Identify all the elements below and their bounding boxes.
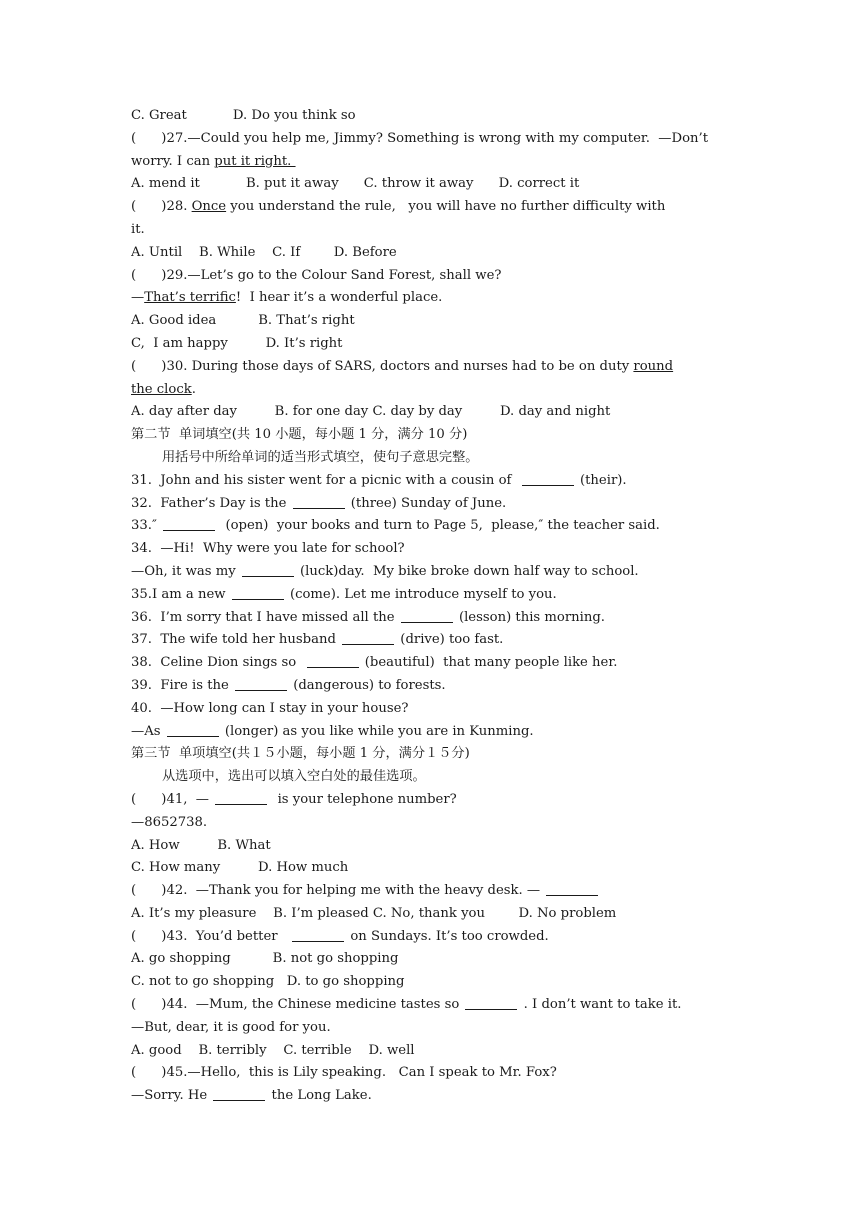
text-run: C, I am happy D. It’s right (131, 335, 343, 351)
text-line (131, 1062, 736, 1085)
text-run: 第二节 单词填空(共 10 小题，每小题 1 分，满分 10 分) (131, 427, 468, 443)
text-run: ( )28. (131, 199, 192, 215)
text-run: 39. Fire is the (131, 677, 233, 693)
text-run: (luck)day. My bike broke down half way to school. (295, 563, 639, 579)
text-line (131, 219, 736, 242)
text-line (131, 493, 736, 516)
text-run: 38. Celine Dion sings so (131, 655, 305, 671)
text-line (131, 333, 736, 356)
text-run: —Sorry. He (131, 1088, 212, 1104)
text-run: —Oh, it was my (131, 563, 240, 579)
text-line (131, 675, 736, 698)
text-line (131, 903, 736, 926)
text-line (131, 379, 736, 402)
text-run: 40. —How long can I stay in your house? (131, 700, 409, 716)
text-line (131, 242, 736, 265)
text-run: 36. I’m sorry that I have missed all the (131, 609, 399, 625)
answer-blank (293, 494, 345, 509)
text-line (131, 584, 736, 607)
text-line (131, 173, 736, 196)
text-run: ( )43. You’d better (131, 928, 291, 944)
text-line (131, 287, 736, 310)
text-line (131, 1017, 736, 1040)
text-run: 37. The wife told her husband (131, 632, 341, 648)
text-run: C. How many D. How much (131, 860, 349, 876)
text-run: — (131, 290, 145, 306)
text-line (131, 629, 736, 652)
text-run: ( )41, — (131, 791, 214, 807)
text-line (131, 538, 736, 561)
text-run: ( )27.—Could you help me, Jimmy? Something is wrong with my computer. —Don’t (131, 130, 708, 146)
answer-blank (292, 927, 344, 942)
text-line (131, 310, 736, 333)
text-run: A. day after day B. for one day C. day by day D. day and night (131, 404, 611, 420)
text-run: 35.I am a new (131, 586, 230, 602)
text-run: ( )44. —Mum, the Chinese medicine tastes so (131, 997, 464, 1013)
underlined-text: round (633, 358, 674, 374)
answer-blank (167, 722, 219, 737)
text-run: A. mend it B. put it away C. throw it away D. correct it (131, 176, 580, 192)
answer-blank (401, 608, 453, 623)
text-run: you understand the rule, you will have no further difficulty with (226, 199, 666, 215)
text-run: . (191, 381, 196, 397)
text-line (131, 470, 736, 493)
text-run: 用括号中所给单词的适当形式填空，使句子意思完整。 (162, 449, 479, 465)
text-run: —8652738. (131, 814, 208, 830)
text-run: 34. —Hi! Why were you late for school? (131, 541, 405, 557)
answer-blank (242, 562, 294, 577)
text-line (131, 698, 736, 721)
text-line (131, 812, 736, 835)
text-line (131, 721, 736, 744)
text-line (131, 789, 736, 812)
text-run: (open) your books and turn to Page 5, please,″ the teacher said. (217, 518, 660, 534)
text-run: (lesson) this morning. (454, 609, 605, 625)
text-line (131, 857, 736, 880)
text-line (131, 652, 736, 675)
text-line (131, 105, 736, 128)
text-run: A. go shopping B. not go shopping (131, 951, 399, 967)
text-line (131, 401, 736, 424)
text-line (131, 880, 736, 903)
answer-blank (307, 653, 359, 668)
text-run: ( )30. During those days of SARS, doctors and nurses had to be on duty (131, 358, 634, 374)
text-line (131, 743, 736, 766)
text-line (131, 926, 736, 949)
text-run: ! I hear it’s a wonderful place. (235, 290, 443, 306)
text-run: ( )42. —Thank you for helping me with the heavy desk. — (131, 883, 545, 899)
text-line (131, 447, 736, 470)
underlined-text: Once (191, 199, 227, 215)
text-run: —As (131, 723, 165, 739)
text-line (131, 196, 736, 219)
exam-text (131, 105, 736, 1108)
text-run: the Long Lake. (267, 1088, 372, 1104)
text-line (131, 561, 736, 584)
text-line (131, 766, 736, 789)
answer-blank (342, 630, 394, 645)
text-run: 31. John and his sister went for a picnic with a cousin of (131, 472, 520, 488)
text-run: A. good B. terribly C. terrible D. well (131, 1042, 415, 1058)
text-line (131, 151, 736, 174)
text-line (131, 1085, 736, 1108)
text-run: . I don’t want to take it. (519, 997, 682, 1013)
text-run: it. (131, 221, 145, 237)
text-line (131, 994, 736, 1017)
answer-blank (213, 1086, 265, 1101)
text-run: (beautiful) that many people like her. (360, 655, 618, 671)
text-line (131, 515, 736, 538)
answer-blank (465, 995, 517, 1010)
text-run: 第三节 单项填空(共１５小题，每小题 1 分，满分１５分) (131, 746, 470, 762)
text-line (131, 948, 736, 971)
text-run: —But, dear, it is good for you. (131, 1019, 331, 1035)
text-line (131, 835, 736, 858)
text-run: A. Until B. While C. If D. Before (131, 244, 397, 260)
text-run: C. Great D. Do you think so (131, 108, 356, 123)
text-run: A. It’s my pleasure B. I’m pleased C. No, thank you D. No problem (131, 905, 617, 921)
text-run: (drive) too fast. (396, 632, 504, 648)
text-line (131, 128, 736, 151)
text-run: 从选项中，选出可以填入空白处的最佳选项。 (162, 769, 426, 785)
text-line (131, 1040, 736, 1063)
text-line (131, 424, 736, 447)
text-run: worry. I can (131, 153, 215, 169)
text-run: C. not to go shopping D. to go shopping (131, 974, 405, 990)
text-run: (their). (575, 472, 627, 488)
text-run: A. How B. What (131, 837, 271, 853)
text-run: ( )45.—Hello, this is Lily speaking. Can I speak to Mr. Fox? (131, 1065, 557, 1081)
text-run: (come). Let me introduce myself to you. (285, 586, 557, 602)
text-run: on Sundays. It’s too crowded. (346, 928, 549, 944)
answer-blank (522, 471, 574, 486)
text-line (131, 265, 736, 288)
text-line (131, 971, 736, 994)
answer-blank (215, 790, 267, 805)
text-run: 32. Father’s Day is the (131, 495, 291, 511)
answer-blank (232, 585, 284, 600)
text-run: (three) Sunday of June. (346, 495, 507, 511)
answer-blank (163, 516, 215, 531)
text-run: (dangerous) to forests. (289, 677, 446, 693)
answer-blank (235, 676, 287, 691)
underlined-text: That’s terrific (144, 290, 236, 306)
text-run: A. Good idea B. That’s right (131, 313, 355, 329)
text-run: ( )29.—Let’s go to the Colour Sand Forest, shall we? (131, 267, 502, 283)
text-line (131, 356, 736, 379)
underlined-text: put it right. (214, 153, 296, 169)
answer-blank (546, 881, 598, 896)
text-run: is your telephone number? (269, 791, 457, 807)
text-run: (longer) as you like while you are in Kunming. (220, 723, 534, 739)
text-run: 33.″ (131, 518, 162, 534)
underlined-text: the clock (131, 381, 192, 397)
text-line (131, 607, 736, 630)
